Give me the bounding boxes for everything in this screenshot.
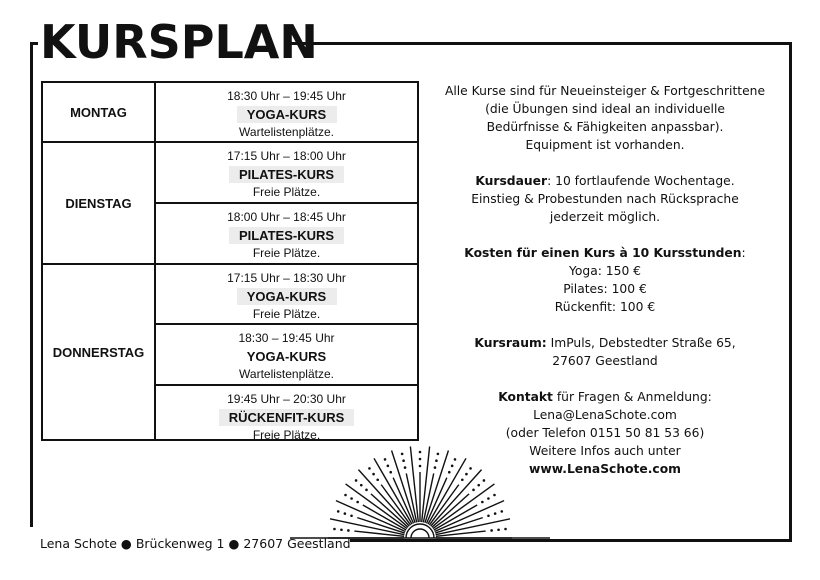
intro-line: Equipment ist vorhanden. — [525, 138, 685, 152]
day-label: DIENSTAG — [43, 143, 156, 263]
sun-core — [406, 524, 434, 538]
cost-line: Pilates: 100 € — [563, 282, 647, 296]
slot-course: YOGA-KURS — [237, 106, 337, 123]
sun-dot — [360, 484, 363, 487]
sun-ray — [429, 485, 458, 525]
duration-line: jederzeit möglich. — [549, 210, 661, 224]
course-slot — [156, 265, 417, 325]
email-link[interactable]: Lena@LenaSchote.com — [533, 408, 677, 422]
website-link[interactable] — [432, 460, 778, 478]
sun-dot — [472, 489, 475, 492]
frame-line — [789, 42, 792, 541]
sun-dot — [483, 479, 486, 482]
slot-time: 18:30 – 19:45 Uhr — [238, 331, 335, 345]
contact-text: für Fragen & Anmeldung: — [552, 390, 712, 404]
sun-ray — [381, 485, 410, 525]
sun-dot — [387, 465, 390, 468]
sun-dot — [477, 484, 480, 487]
sun-dot — [340, 528, 343, 531]
footer-address: Lena Schote ● Brückenweg 1 ● 27607 Geestland — [40, 536, 351, 551]
sun-dot — [461, 478, 464, 481]
sun-dot — [402, 459, 405, 462]
duration-line: Einstieg & Probestunden nach Rücksprache — [471, 192, 739, 206]
slot-time: 18:30 Uhr – 19:45 Uhr — [227, 89, 346, 103]
sun-dot — [368, 467, 371, 470]
contact-label: Kontakt — [498, 390, 553, 404]
duration-line — [432, 172, 778, 190]
cost-heading-text: Kosten für einen Kurs à 10 Kursstunden — [464, 246, 742, 260]
cost-line: Rückenfit: 100 € — [554, 300, 656, 314]
sun-dot — [481, 501, 484, 504]
slot-time: 18:00 Uhr – 18:45 Uhr — [227, 210, 346, 224]
sun-dot — [419, 451, 422, 454]
contact-line — [432, 388, 778, 406]
day-label: DONNERSTAG — [43, 265, 156, 439]
slot-status: Wartelistenplätze. — [239, 367, 334, 381]
slot-status: Wartelistenplätze. — [239, 125, 334, 139]
frame-line — [286, 42, 792, 45]
room-label: Kursraum: — [474, 336, 547, 350]
sun-dot — [497, 528, 500, 531]
website-text: www.LenaSchote.com — [529, 462, 681, 476]
course-slot — [156, 83, 417, 141]
sun-dot — [404, 466, 407, 469]
sun-dot — [344, 512, 347, 515]
sun-dot — [376, 478, 379, 481]
sun-dot — [487, 514, 490, 517]
slot-status: Freie Plätze. — [252, 307, 321, 321]
slot-course: PILATES-KURS — [229, 166, 344, 183]
course-info — [432, 82, 778, 478]
slot-course: RÜCKENFIT-KURS — [219, 409, 355, 426]
cost-line: Yoga: 150 € — [569, 264, 641, 278]
day-row-donnerstag — [43, 265, 417, 442]
room-line: 27607 Geestland — [552, 354, 658, 368]
sun-dot — [350, 497, 353, 500]
slot-status: Freie Plätze. — [252, 428, 321, 442]
slot-time: 17:15 Uhr – 18:30 Uhr — [227, 271, 346, 285]
schedule-table — [41, 81, 419, 441]
slot-course: YOGA-KURS — [237, 288, 337, 305]
page-title: KURSPLAN — [40, 15, 318, 69]
slot-time: 19:45 Uhr – 20:30 Uhr — [227, 392, 346, 406]
sun-dot — [490, 529, 493, 532]
sun-ray — [346, 484, 407, 529]
sun-dot — [401, 453, 404, 456]
room-line — [432, 334, 778, 352]
sun-ray — [433, 484, 494, 529]
sun-dot — [389, 471, 392, 474]
sun-core-inner — [411, 529, 429, 538]
sun-dot — [419, 465, 422, 468]
slot-course: PILATES-KURS — [229, 227, 344, 244]
intro-line: Alle Kurse sind für Neueinsteiger & Fortgeschrittene — [444, 84, 766, 98]
sun-dot — [500, 510, 503, 513]
sun-dot — [333, 528, 336, 531]
intro-line: (die Übungen sind ideal an individuelle — [485, 102, 725, 116]
sun-dot — [344, 494, 347, 497]
sun-dot — [504, 528, 507, 531]
sun-dot — [356, 501, 359, 504]
cost-heading — [432, 244, 778, 262]
day-row-montag — [43, 83, 417, 143]
sun-dot — [494, 512, 497, 515]
day-row-dienstag — [43, 143, 417, 265]
sun-dot — [365, 489, 368, 492]
sun-dot — [384, 458, 387, 461]
course-slot — [156, 325, 417, 386]
day-label: MONTAG — [43, 83, 156, 141]
intro-line: Bedürfnisse & Fähigkeiten anpassbar). — [486, 120, 724, 134]
sun-dot — [487, 497, 490, 500]
duration-text: : 10 fortlaufende Wochentage. — [547, 174, 735, 188]
frame-line — [30, 42, 33, 527]
slot-course: YOGA-KURS — [246, 349, 327, 364]
phone-line: (oder Telefon 0151 50 81 53 66) — [505, 426, 705, 440]
sun-dot — [350, 514, 353, 517]
slot-status: Freie Plätze. — [252, 246, 321, 260]
duration-label: Kursdauer — [475, 174, 548, 188]
contact-line: Weitere Infos auch unter — [529, 444, 681, 458]
slot-status: Freie Plätze. — [252, 185, 321, 199]
course-slot — [156, 143, 417, 204]
sun-dot — [355, 479, 358, 482]
cost-heading-suffix: : — [741, 246, 746, 260]
sun-dot — [337, 510, 340, 513]
sun-dot — [347, 529, 350, 532]
sun-dot — [493, 494, 496, 497]
sun-dot — [372, 473, 375, 476]
room-text: ImPuls, Debstedter Straße 65, — [546, 336, 736, 350]
course-slot — [156, 204, 417, 263]
slot-time: 17:15 Uhr – 18:00 Uhr — [227, 149, 346, 163]
sun-dot — [419, 458, 422, 461]
